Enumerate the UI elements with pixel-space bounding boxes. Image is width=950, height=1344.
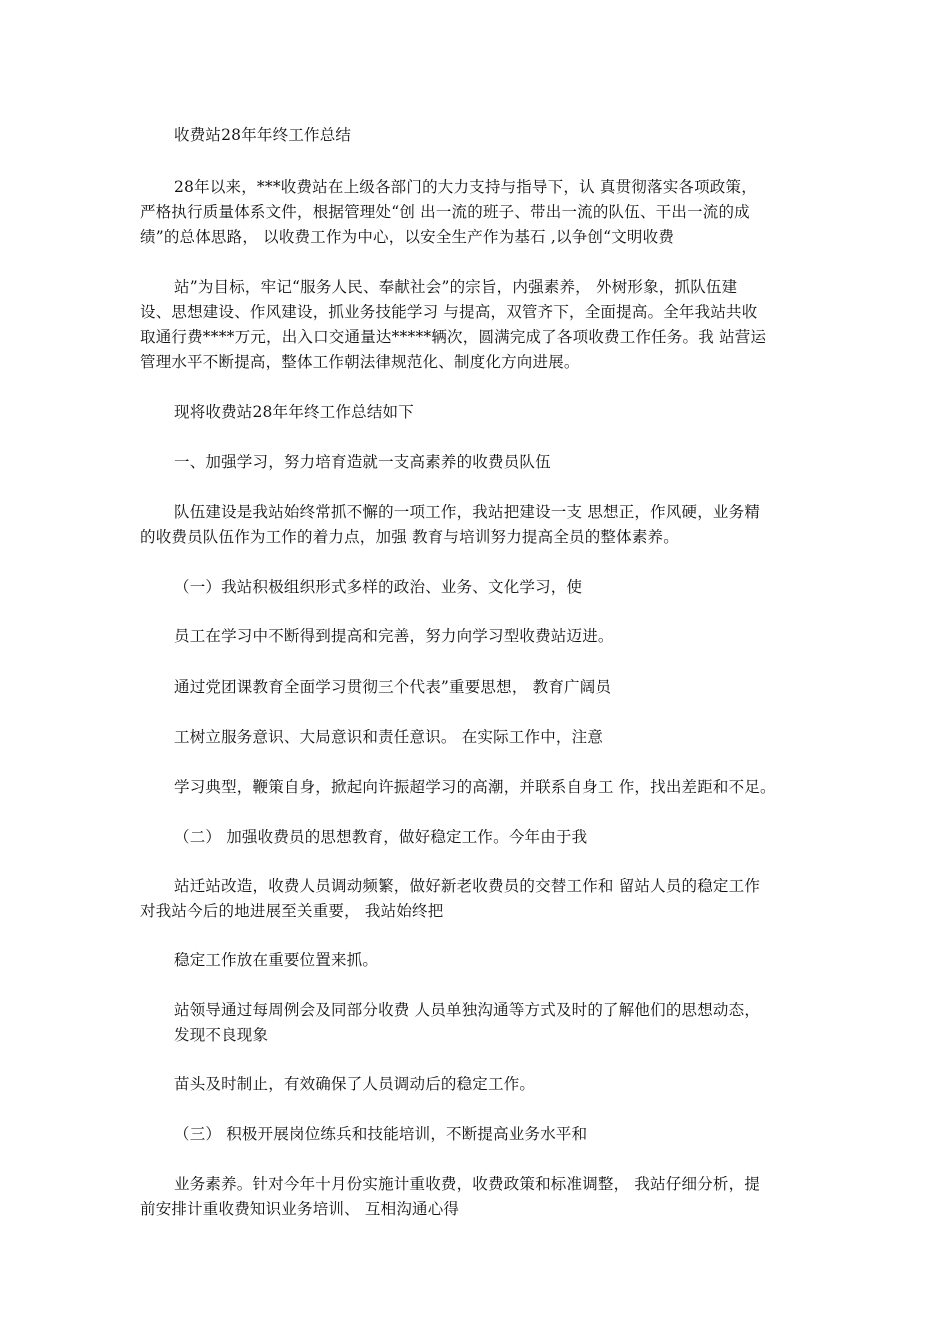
section-heading: 一、加强学习，努力培育造就一支高素养的收费员队伍 (174, 453, 551, 471)
paragraph-line: 学习典型，鞭策自身，掀起向许振超学习的高潮，并联系自身工 作，找出差距和不足。 (174, 778, 776, 796)
paragraph-line: 站领导通过每周例会及同部分收费 人员单独沟通等方式及时的了解他们的思想动态， (174, 1001, 761, 1019)
paragraph-line: 稳定工作放在重要位置来抓。 (174, 951, 379, 969)
paragraph-line: 站迁站改造，收费人员调动频繁，做好新老收费员的交替工作和 留站人员的稳定工作 (174, 877, 761, 895)
paragraph-line: 业务素养。针对今年十月份实施计重收费，收费政策和标准调整， 我站仔细分析，提 (174, 1175, 761, 1193)
paragraph-line: 站”为目标，牢记“服务人民、奉献社会”的宗旨，内强素养， 外树形象，抓队伍建 (174, 278, 738, 296)
paragraph-line: 取通行费****万元，出入口交通量达*****辆次，圆满完成了各项收费工作任务。我 站营运 (140, 328, 767, 346)
paragraph-line: 前安排计重收费知识业务培训、 互相沟通心得 (140, 1200, 460, 1218)
paragraph-line: 工树立服务意识、大局意识和责任意识。 在实际工作中，注意 (174, 728, 604, 746)
paragraph-line: 严格执行质量体系文件，根据管理处“创 出一流的班子、带出一流的队伍、干出一流的成 (140, 203, 750, 221)
paragraph-line: 设、思想建设、作风建设，抓业务技能学习 与提高，双管齐下，全面提高。全年我站共收 (140, 303, 758, 321)
paragraph-line: 通过党团课教育全面学习贯彻三个代表”重要思想， 教育广阔员 (174, 678, 612, 696)
paragraph-line: 28年以来，***收费站在上级各部门的大力支持与指导下，认 真贯彻落实各项政策， (174, 178, 757, 196)
paragraph-line: 绩”的总体思路， 以收费工作为中心，以安全生产作为基石 ,以争创“文明收费 (140, 228, 675, 246)
subsection-heading: （二） 加强收费员的思想教育，做好稳定工作。今年由于我 (174, 828, 588, 846)
paragraph-line: 管理水平不断提高，整体工作朝法律规范化、制度化方向进展。 (140, 353, 580, 371)
paragraph-line: 发现不良现象 (174, 1026, 269, 1044)
paragraph-line: 员工在学习中不断得到提高和完善，努力向学习型收费站迈进。 (174, 627, 614, 645)
paragraph-line: 苗头及时制止，有效确保了人员调动后的稳定工作。 (174, 1075, 536, 1093)
paragraph-line: 队伍建设是我站始终常抓不懈的一项工作，我站把建设一支 思想正，作风硬，业务精 (174, 503, 761, 521)
document-title: 收费站28年年终工作总结 (174, 126, 352, 144)
subsection-heading: （三） 积极开展岗位练兵和技能培训，不断提高业务水平和 (174, 1125, 588, 1143)
subsection-heading: （一）我站积极组织形式多样的政治、业务、文化学习，使 (174, 578, 583, 596)
intro-line: 现将收费站28年年终工作总结如下 (174, 403, 414, 421)
paragraph-line: 的收费员队伍作为工作的着力点，加强 教育与培训努力提高全员的整体素养。 (140, 528, 679, 546)
paragraph-line: 对我站今后的地进展至关重要， 我站始终把 (140, 902, 444, 920)
